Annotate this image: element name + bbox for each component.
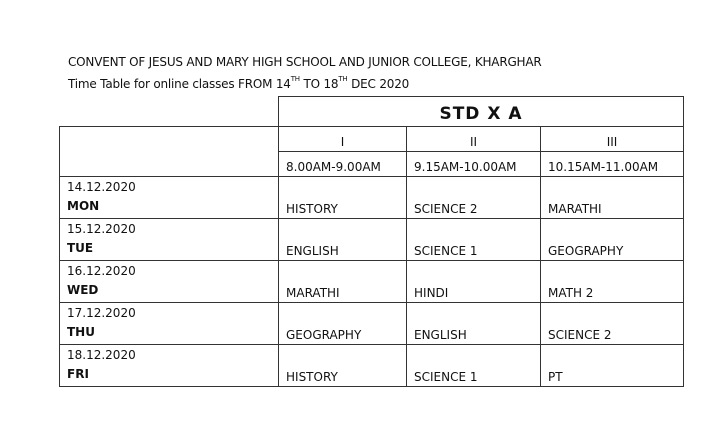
timetable-subtitle — [68, 77, 409, 91]
timetable — [59, 96, 684, 387]
subject-cell: SCIENCE 2 — [407, 177, 541, 219]
subtitle-sup-1: TH — [290, 75, 300, 83]
subject-cell: HISTORY — [279, 177, 407, 219]
subtitle-suffix: DEC 2020 — [347, 77, 410, 91]
day-name: TUE — [67, 241, 94, 255]
subtitle-sup-2: TH — [338, 75, 348, 83]
day-date: 17.12.2020 — [67, 306, 136, 320]
period-number: III — [541, 127, 684, 152]
day-cell — [60, 303, 279, 345]
period-number: II — [407, 127, 541, 152]
subject-cell: MARATHI — [279, 261, 407, 303]
subject-cell: ENGLISH — [407, 303, 541, 345]
day-cell — [60, 177, 279, 219]
subject-cell: HISTORY — [279, 345, 407, 387]
subtitle-prefix: Time Table for online classes FROM 14 — [68, 77, 291, 91]
blank-cell — [60, 97, 279, 127]
day-name: FRI — [67, 367, 89, 381]
period-time: 10.15AM-11.00AM — [541, 152, 684, 177]
corner-cell — [60, 127, 279, 177]
class-header-row — [60, 97, 684, 127]
day-cell — [60, 261, 279, 303]
subtitle-mid: TO 18 — [299, 77, 339, 91]
day-cell — [60, 345, 279, 387]
subject-cell: SCIENCE 1 — [407, 345, 541, 387]
table-row — [60, 345, 684, 387]
period-number: I — [279, 127, 407, 152]
table-row — [60, 177, 684, 219]
table-row — [60, 219, 684, 261]
period-number-row — [60, 127, 684, 152]
day-date: 18.12.2020 — [67, 348, 136, 362]
subject-cell: SCIENCE 1 — [407, 219, 541, 261]
subject-cell: MATH 2 — [541, 261, 684, 303]
day-date: 16.12.2020 — [67, 264, 136, 278]
day-name: WED — [67, 283, 99, 297]
subject-cell: ENGLISH — [279, 219, 407, 261]
subject-cell: HINDI — [407, 261, 541, 303]
school-name: CONVENT OF JESUS AND MARY HIGH SCHOOL AND JUNIOR COLLEGE, KHARGHAR — [68, 55, 542, 69]
subject-cell: PT — [541, 345, 684, 387]
subject-cell: SCIENCE 2 — [541, 303, 684, 345]
day-name: MON — [67, 199, 100, 213]
subject-cell: MARATHI — [541, 177, 684, 219]
table-row — [60, 303, 684, 345]
table-row — [60, 261, 684, 303]
day-date: 14.12.2020 — [67, 180, 136, 194]
period-time: 8.00AM-9.00AM — [279, 152, 407, 177]
subject-cell: GEOGRAPHY — [541, 219, 684, 261]
period-time: 9.15AM-10.00AM — [407, 152, 541, 177]
day-date: 15.12.2020 — [67, 222, 136, 236]
day-cell — [60, 219, 279, 261]
day-name: THU — [67, 325, 95, 339]
subject-cell: GEOGRAPHY — [279, 303, 407, 345]
class-name: STD X A — [279, 97, 684, 127]
